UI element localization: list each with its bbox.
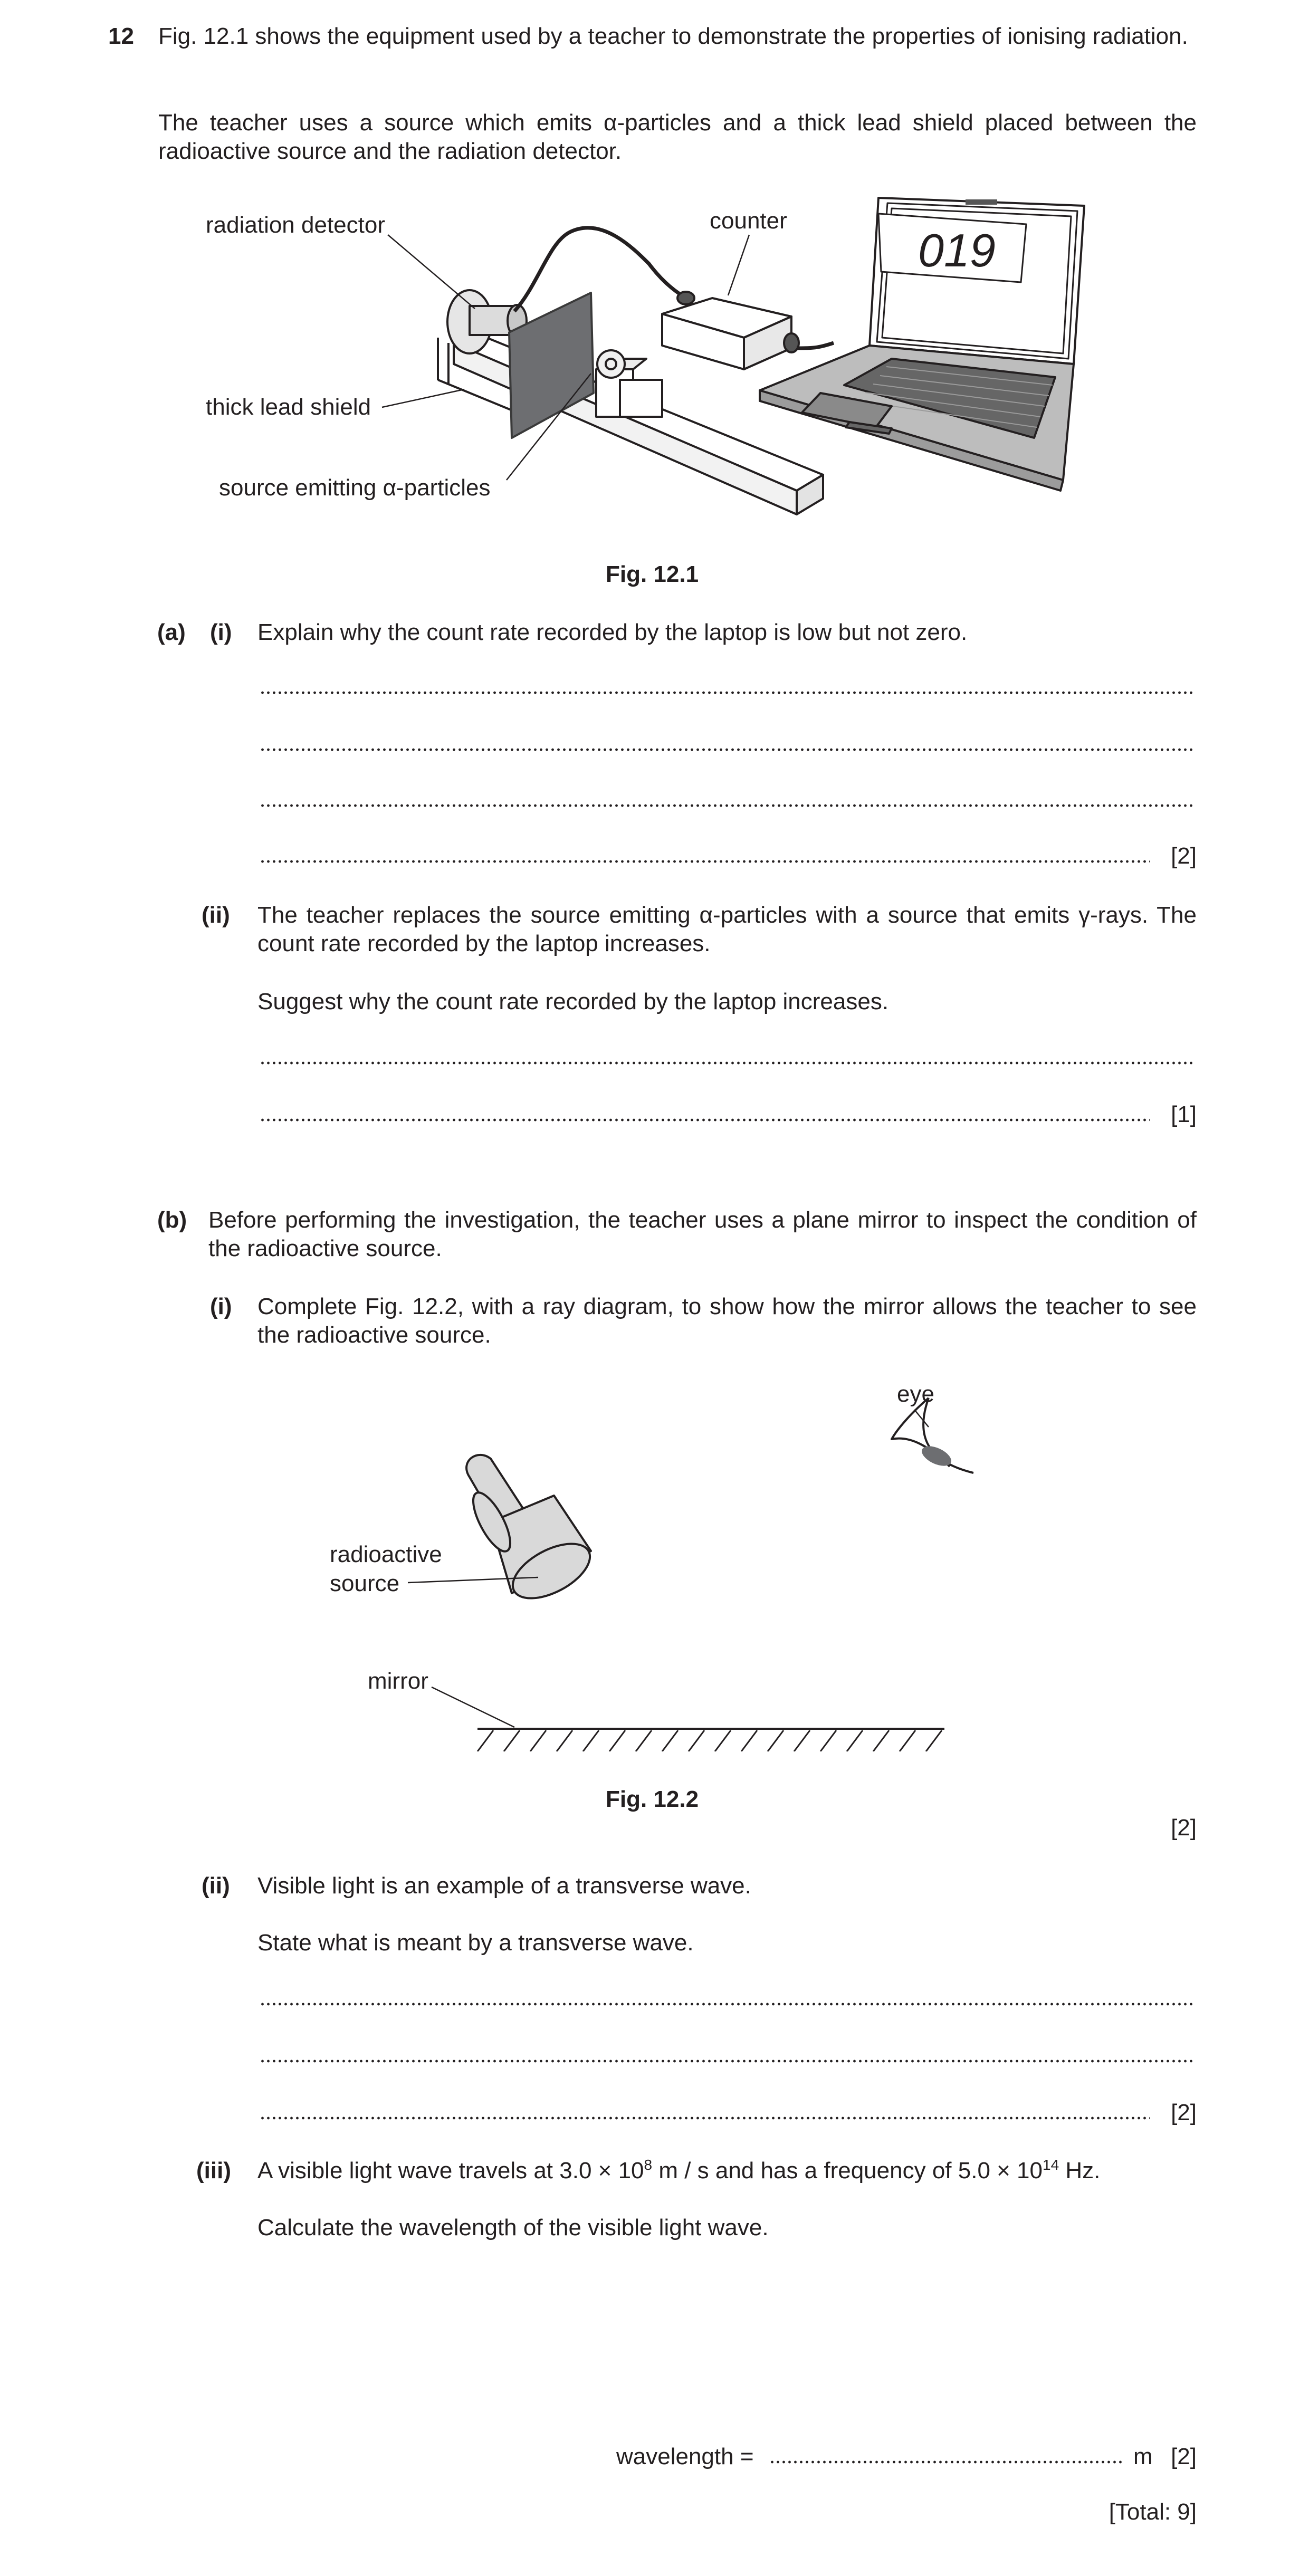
marks-b-i: [2] xyxy=(1171,1815,1197,1841)
part-b-iii-prompt: Calculate the wavelength of the visible light wave. xyxy=(257,2215,769,2240)
part-b-label: (b) xyxy=(157,1207,187,1233)
part-a-ii-text: The teacher replaces the source emitting α-particles with a source that emits γ-rays. The count rate recorded by the laptop increases. xyxy=(257,902,1197,956)
text-segment: m / s and has a frequency of 5.0 × 10 xyxy=(652,2158,1043,2184)
label-thick-lead-shield: thick lead shield xyxy=(206,394,371,420)
answer-line[interactable] xyxy=(260,2002,1193,2007)
answer-line[interactable] xyxy=(260,803,1193,808)
answer-line[interactable] xyxy=(260,1117,1150,1123)
intro-paragraph-2: The teacher uses a source which emits α-particles and a thick lead shield placed between the radioactive source and the radiation detector. xyxy=(158,110,1197,164)
part-b-iii-label: (iii) xyxy=(196,2158,231,2184)
part-a-ii-prompt: Suggest why the count rate recorded by the laptop increases. xyxy=(257,989,889,1014)
answer-line[interactable] xyxy=(260,2115,1150,2121)
label-radiation-detector: radiation detector xyxy=(206,212,385,238)
part-b-ii-label: (ii) xyxy=(202,1873,230,1899)
answer-line[interactable] xyxy=(260,1060,1193,1066)
figure-12-1-caption: Fig. 12.1 xyxy=(606,561,699,587)
part-a-ii-label: (ii) xyxy=(202,902,230,928)
wavelength-label: wavelength = xyxy=(616,2444,754,2469)
answer-line[interactable] xyxy=(260,747,1193,752)
label-counter: counter xyxy=(710,208,787,234)
wavelength-unit: m xyxy=(1133,2444,1153,2469)
answer-line[interactable] xyxy=(260,859,1150,864)
part-a-label: (a) xyxy=(157,619,186,645)
exponent: 8 xyxy=(644,2157,653,2173)
label-source-emitting: source emitting α-particles xyxy=(219,475,491,501)
answer-line[interactable] xyxy=(260,2058,1193,2064)
answer-line[interactable] xyxy=(260,690,1193,695)
part-b-i-label: (i) xyxy=(210,1294,232,1319)
exponent: 14 xyxy=(1043,2157,1059,2173)
part-b-text: Before performing the investigation, the teacher uses a plane mirror to inspect the condition of the radioactive source. xyxy=(208,1207,1197,1261)
label-radioactive: radioactive xyxy=(330,1541,442,1567)
text-segment: A visible light wave travels at 3.0 × 10 xyxy=(257,2158,644,2184)
detector-cable xyxy=(514,228,691,311)
mirror-hatching xyxy=(477,1730,942,1751)
label-eye: eye xyxy=(897,1381,934,1407)
question-number: 12 xyxy=(108,23,134,49)
part-a-i-text: Explain why the count rate recorded by the laptop is low but not zero. xyxy=(257,619,968,645)
marks-b-iii: [2] xyxy=(1171,2444,1197,2469)
part-b-ii-text: Visible light is an example of a transverse wave. xyxy=(257,1873,751,1899)
label-source: source xyxy=(330,1571,400,1596)
marks-a-ii: [1] xyxy=(1171,1102,1197,1127)
counter-display-value: 019 xyxy=(918,224,996,276)
label-mirror: mirror xyxy=(368,1668,428,1694)
part-a-i-label: (i) xyxy=(210,619,232,645)
total-marks: [Total: 9] xyxy=(1109,2499,1197,2525)
intro-paragraph-1: Fig. 12.1 shows the equipment used by a teacher to demonstrate the properties of ionising radiation. xyxy=(158,23,1188,49)
alpha-source xyxy=(597,350,625,378)
wavelength-answer-line[interactable] xyxy=(769,2459,1124,2465)
marks-b-ii: [2] xyxy=(1171,2100,1197,2125)
part-b-i-text: Complete Fig. 12.2, with a ray diagram, to show how the mirror allows the teacher to see the radioactive source. xyxy=(257,1294,1197,1348)
figure-12-2-caption: Fig. 12.2 xyxy=(606,1786,699,1812)
part-b-iii-text xyxy=(257,2157,1100,2185)
marks-a-i: [2] xyxy=(1171,843,1197,869)
text-segment: Hz. xyxy=(1059,2158,1101,2184)
part-b-ii-prompt: State what is meant by a transverse wave. xyxy=(257,1930,694,1956)
